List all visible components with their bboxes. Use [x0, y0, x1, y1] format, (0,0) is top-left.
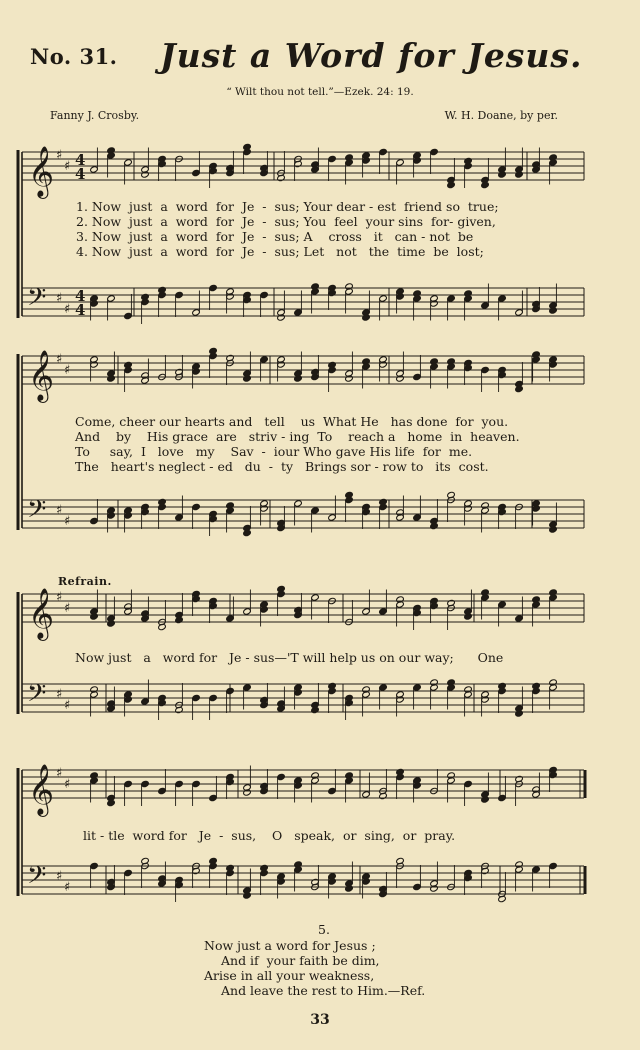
verse-4-line-2: The heart's neglect - ed du - ty Brings sor - row to its cost. [75, 459, 489, 474]
time-signature-bottom: 4 [75, 165, 86, 183]
sharp-sign: ♯ [64, 302, 71, 317]
bass-clef: 𝄢 [27, 861, 47, 896]
stanza-5-line-3: Arise in all your weakness, [204, 968, 375, 983]
sharp-sign: ♯ [64, 363, 71, 378]
author-credit: Fanny J. Crosby. [50, 109, 140, 122]
sharp-sign: ♯ [56, 590, 63, 605]
sharp-sign: ♯ [56, 148, 63, 163]
treble-clef: 𝄞 [28, 588, 55, 639]
bass-clef: 𝄢 [27, 679, 47, 714]
sharp-sign: ♯ [64, 777, 71, 792]
epigraph: “ Wilt thou not tell.”—Ezek. 24: 19. [226, 86, 414, 98]
stanza-5 [0, 922, 640, 998]
verse-2-line-2: And by His grace are striv - ing To reach a home in heaven. [75, 429, 520, 444]
time-signature-top: 4 [75, 287, 86, 305]
treble-clef: 𝄞 [28, 350, 55, 401]
stanza-5-line-2: And if your faith be dim, [221, 953, 380, 968]
verse-1-line-1: 1. Now just a word for Je - sus; Your dear - est friend so true; [76, 199, 499, 214]
stanza-5-line-4: And leave the rest to Him.—Ref. [221, 983, 426, 998]
verse-3-line-2: To say, I love my Sav - iour Who gave His life for me. [75, 444, 473, 459]
sharp-sign: ♯ [64, 514, 71, 529]
sharp-sign: ♯ [64, 159, 71, 174]
composer-credit: W. H. Doane, by per. [444, 109, 558, 122]
stanza-5-line-1: Now just a word for Jesus ; [204, 938, 376, 953]
sharp-sign: ♯ [56, 687, 63, 702]
time-signature-bottom: 4 [75, 301, 86, 319]
sharp-sign: ♯ [64, 698, 71, 713]
bass-clef: 𝄢 [27, 283, 47, 318]
verse-3-line-1: 3. Now just a word for Je - sus; A cross it can - not be [76, 229, 474, 244]
sharp-sign: ♯ [56, 869, 63, 884]
sharp-sign: ♯ [64, 880, 71, 895]
hymn-number: No. 31. [30, 44, 118, 69]
refrain-line-2: lit - tle word for Je - sus, O speak, or sing, or pray. [83, 828, 456, 843]
page-number: 33 [310, 1012, 330, 1028]
verse-1-line-2: Come, cheer our hearts and tell us What He has done for you. [75, 414, 509, 429]
bass-clef: 𝄢 [27, 495, 47, 530]
time-signature-top: 4 [75, 151, 86, 169]
hymn-title: Just a Word for Jesus. [160, 36, 583, 75]
sharp-sign: ♯ [56, 503, 63, 518]
sharp-sign: ♯ [56, 766, 63, 781]
verse-2-line-1: 2. Now just a word for Je - sus; You feel your sins for- given, [76, 214, 496, 229]
treble-clef: 𝄞 [28, 764, 55, 815]
stanza-5-number: 5. [318, 922, 330, 937]
sharp-sign: ♯ [64, 601, 71, 616]
refrain-label: Refrain. [58, 575, 112, 588]
verse-4-line-1: 4. Now just a word for Je - sus; Let not the time be lost; [76, 244, 484, 259]
sharp-sign: ♯ [56, 352, 63, 367]
sharp-sign: ♯ [56, 291, 63, 306]
treble-clef: 𝄞 [28, 146, 55, 197]
refrain-line-1: Now just a word for Je - sus—'T will help us on our way; One [75, 650, 504, 665]
